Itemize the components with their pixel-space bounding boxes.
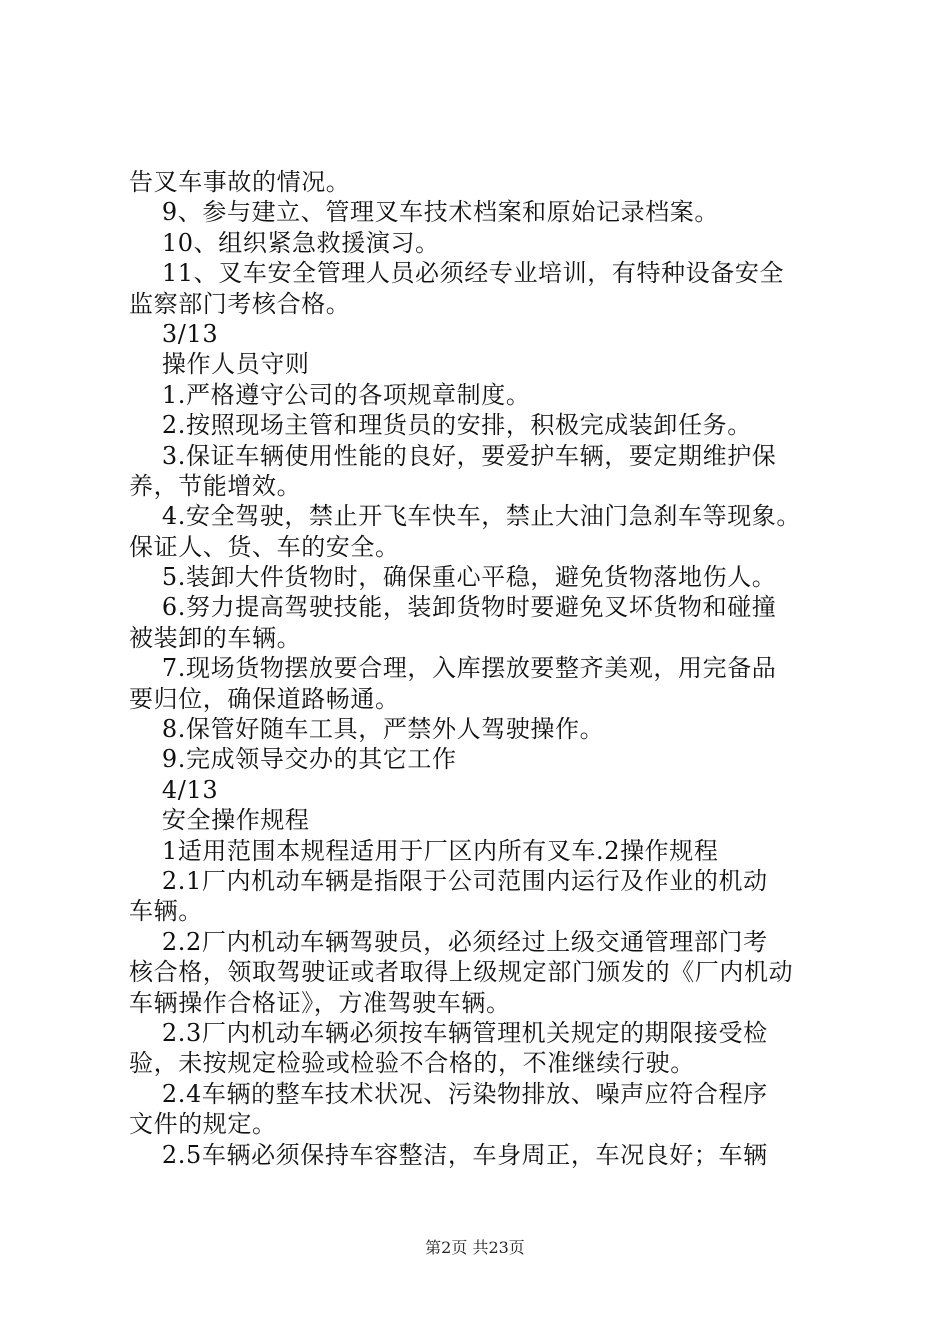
text-line: 1适用范围本规程适用于厂区内所有叉车.2操作规程 (129, 836, 719, 865)
page-marker: 4/13 (129, 775, 219, 804)
text-line: 监察部门考核合格。 (129, 289, 351, 318)
text-line: 文件的规定。 (129, 1110, 277, 1139)
text-line: 要归位，确保道路畅通。 (129, 684, 400, 713)
text-line: 告叉车事故的情况。 (129, 168, 351, 196)
text-line: 9、参与建立、管理叉车技术档案和原始记录档案。 (129, 198, 719, 227)
text-line: 核合格，领取驾驶证或者取得上级规定部门颁发的《厂内机动 (129, 958, 794, 987)
text-line: 车辆。 (129, 897, 203, 926)
section-heading: 安全操作规程 (129, 806, 310, 835)
text-line: 2.1厂内机动车辆是指限于公司范围内运行及作业的机动 (129, 866, 768, 895)
page-marker: 3/13 (129, 319, 219, 348)
text-line: 9.完成领导交办的其它工作 (129, 745, 457, 774)
text-line: 2.3厂内机动车辆必须按车辆管理机关规定的期限接受检 (129, 1018, 768, 1047)
text-line: 2.2厂内机动车辆驾驶员，必须经过上级交通管理部门考 (129, 927, 768, 956)
text-line: 11、叉车安全管理人员必须经专业培训，有特种设备安全 (129, 259, 785, 288)
text-line: 2.4车辆的整车技术状况、污染物排放、噪声应符合程序 (129, 1079, 768, 1108)
text-line: 10、组织紧急救援演习。 (129, 228, 440, 257)
text-line: 1.严格遵守公司的各项规章制度。 (129, 380, 531, 409)
text-line: 5.装卸大件货物时，确保重心平稳，避免货物落地伤人。 (129, 563, 777, 592)
text-line: 4.安全驾驶，禁止开飞车快车，禁止大油门急刹车等现象。 (129, 502, 802, 531)
text-line: 8.保管好随车工具，严禁外人驾驶操作。 (129, 715, 605, 744)
text-line: 3.保证车辆使用性能的良好，要爱护车辆，要定期维护保 (129, 441, 777, 470)
text-line: 车辆操作合格证》，方准驾驶车辆。 (129, 988, 511, 1017)
section-heading: 操作人员守则 (129, 350, 310, 379)
page-footer: 第2页 共23页 (425, 1238, 525, 1257)
text-line: 被装卸的车辆。 (129, 623, 302, 652)
document-body (129, 167, 841, 1170)
text-line: 7.现场货物摆放要合理，入库摆放要整齐美观，用完备品 (129, 654, 777, 683)
text-line: 保证人、货、车的安全。 (129, 532, 400, 561)
text-line: 验，未按规定检验或检验不合格的，不准继续行驶。 (129, 1049, 695, 1078)
text-line: 养，节能增效。 (129, 471, 302, 500)
text-line: 2.按照现场主管和理货员的安排，积极完成装卸任务。 (129, 411, 752, 440)
text-line: 2.5车辆必须保持车容整洁，车身周正，车况良好；车辆 (129, 1140, 768, 1169)
text-line: 6.努力提高驾驶技能，装卸货物时要避免叉坏货物和碰撞 (129, 593, 777, 622)
